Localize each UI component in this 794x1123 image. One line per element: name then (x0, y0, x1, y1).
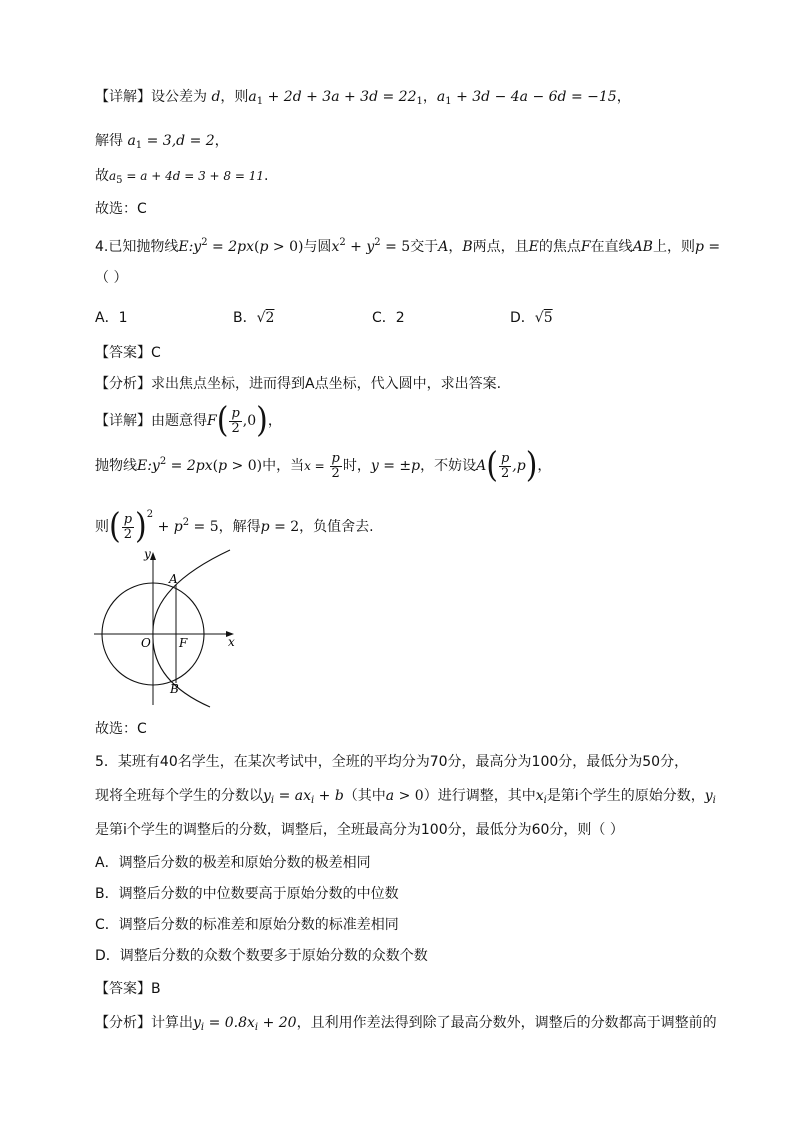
point-a-label: A (169, 572, 178, 586)
q4-paren: （ ） (95, 270, 128, 286)
q4-option-a: A．1 (95, 310, 128, 326)
q5-option-b: B．调整后分数的中位数要高于原始分数的中位数 (95, 886, 399, 902)
y-axis-arrow (150, 552, 156, 560)
x-label: x (228, 635, 235, 649)
q4-option-b: B．√2 (233, 310, 275, 326)
q3-solve-line: 解得 $a_1 = 3,d = 2$， (95, 133, 229, 151)
q4-analysis-line: 【分析】求出焦点坐标，进而得到A点坐标，代入圆中，求出答案. (95, 376, 502, 392)
y-label: y (144, 547, 151, 561)
q4-option-c: C．2 (372, 310, 405, 326)
q5-answer-line: 【答案】B (95, 981, 161, 997)
q5-option-c: C．调整后分数的标准差和原始分数的标准差相同 (95, 917, 399, 933)
q4-answer-line: 【答案】C (95, 345, 161, 361)
focus-label: F (179, 636, 188, 650)
q5-stem-line1: 5．某班有40名学生，在某次考试中，全班的平均分为70分，最高分为100分，最低分为50分， (95, 754, 689, 770)
origin-label: O (141, 636, 151, 650)
q5-option-d: D．调整后分数的众数个数要多于原始分数的众数个数 (95, 948, 428, 964)
parabola-circle-figure (92, 545, 252, 710)
q3-choice-line: 故选：C (95, 201, 147, 217)
q4-detail1-line: 【详解】由题意得F( $\frac{p}{2}$ ,0)， (95, 400, 282, 441)
q4-choice-line: 故选：C (95, 721, 147, 737)
q5-stem-line3: 是第i个学生的调整后的分数，调整后，全班最高分为100分，最低分为60分，则（ ） (95, 822, 624, 838)
detail-tag: 【详解】 (95, 89, 151, 105)
q5-option-a: A．调整后分数的极差和原始分数的极差相同 (95, 855, 371, 871)
q3-detail-line: 【详解】设公差为 d，则$a_1 + 2d + 3a + 3d = 22_1$，$a_1 + 3d - 4a - 6d = -15$， (95, 89, 631, 107)
q4-detail2-line: 抛物线$E:y^2 = 2px(p > 0)$中，当x = $\frac{p}{2}$ 时，y = ±p，不妨设A( $\frac{p}{2}$ ,p)， (95, 445, 552, 486)
q3-therefore-line: 故$a_5 = a + 4d = 3 + 8 = 11$. (95, 168, 269, 186)
point-b-label: B (170, 682, 179, 696)
q4-option-d: D．√5 (510, 310, 553, 326)
q5-stem-line2: 现将全班每个学生的分数以$y_i = ax_i + b$（其中a > 0）进行调整，其中$x_i$是第i个学生的原始分数，$y_i$ (95, 788, 716, 806)
q5-analysis-line: 【分析】计算出$y_i = 0.8x_i + 20$，且利用作差法得到除了最高分数外，调整后的分数都高于调整前的 (95, 1015, 717, 1033)
q4-stem-line: 4.已知抛物线$E:y^2 = 2px(p > 0)$与圆$x^2 + y^2 = 5$交于A，B两点，且E的焦点F在直线AB上，则p = (95, 237, 721, 255)
q4-detail3-line: 则( $\frac{p}{2}$ )$^2 + p^2 = 5$，解得p = 2，负值舍去. (95, 506, 374, 547)
